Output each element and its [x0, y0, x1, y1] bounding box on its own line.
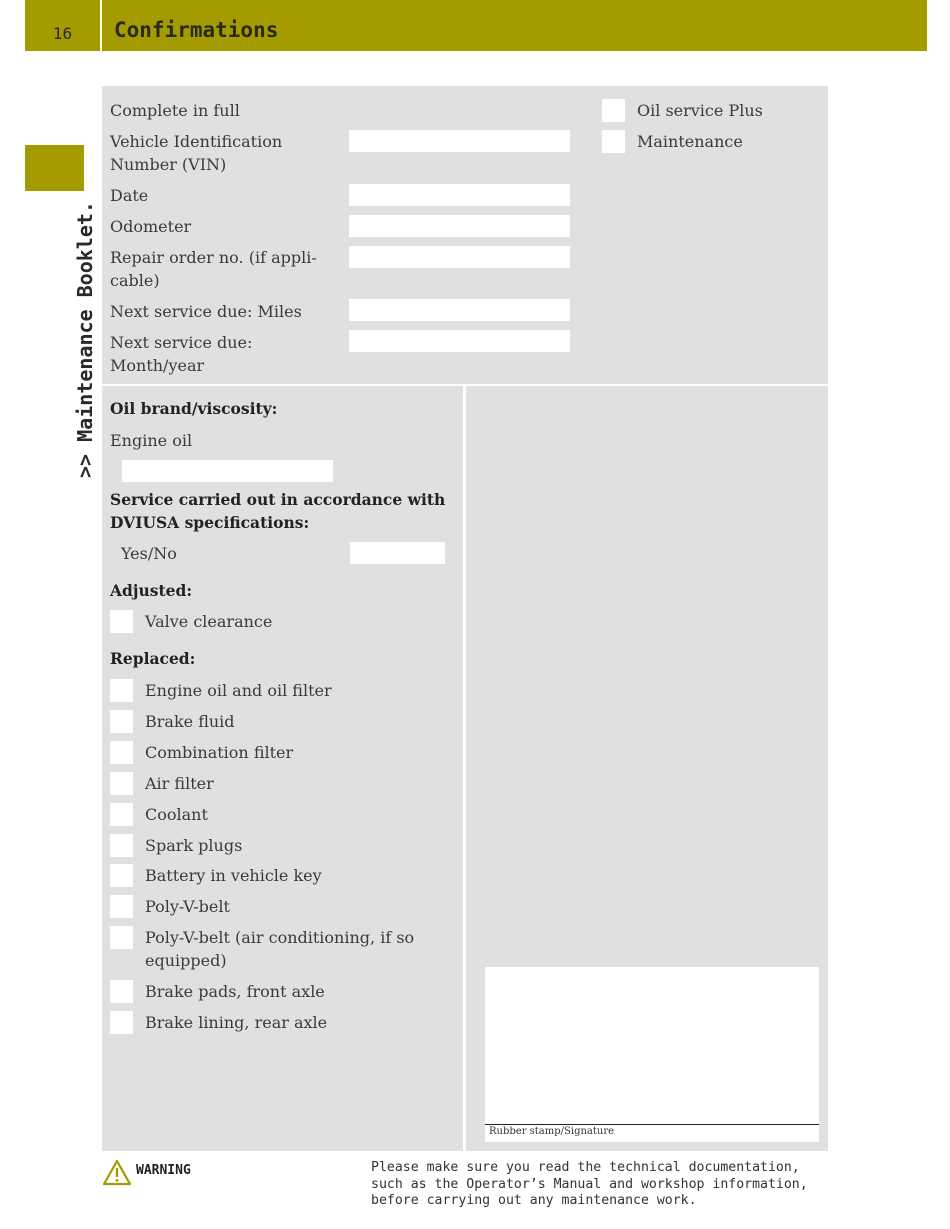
replaced-checkbox[interactable] [110, 679, 133, 702]
odometer-label: Odometer [110, 217, 192, 236]
next-service-miles-label: Next service due: Miles [110, 302, 302, 321]
valve-clearance-label: Valve clearance [145, 612, 273, 631]
next-service-miles-field[interactable] [349, 299, 570, 321]
replaced-checkbox[interactable] [110, 710, 133, 733]
replaced-checkbox[interactable] [110, 834, 133, 857]
replaced-item-label: Brake fluid [145, 712, 235, 731]
page-title: Confirmations [114, 18, 279, 42]
side-section-label: >> Maintenance Booklet. [73, 201, 97, 478]
vin-label: Vehicle Identification Number (VIN) [110, 132, 283, 174]
maintenance-checkbox[interactable] [602, 130, 625, 153]
specifications-heading: Service carried out in accordance with DVIUSA specifications: [110, 490, 446, 532]
replaced-item-label: Poly-V-belt (air conditioning, if so equipped) [145, 928, 415, 970]
stamp-signature-area[interactable] [485, 967, 819, 1142]
repair-order-field[interactable] [349, 246, 570, 268]
complete-in-full-label: Complete in full [110, 101, 240, 120]
date-label: Date [110, 186, 149, 205]
page-number: 16 [52, 24, 73, 43]
replaced-checkbox[interactable] [110, 772, 133, 795]
date-field[interactable] [349, 184, 570, 206]
header-bar [25, 0, 927, 51]
replaced-item-label: Air filter [145, 774, 214, 793]
warning-text: Please make sure you read the technical documentation, such as the Operator’s Manual and workshop information, before carrying out any maintenance work. [371, 1160, 808, 1208]
engine-oil-field[interactable] [122, 460, 333, 482]
valve-clearance-checkbox[interactable] [110, 610, 133, 633]
replaced-item-label: Poly-V-belt [145, 897, 230, 916]
replaced-checkbox[interactable] [110, 803, 133, 826]
replaced-item-label: Spark plugs [145, 836, 243, 855]
oil-brand-heading: Oil brand/viscosity: [110, 399, 278, 418]
oil-service-plus-checkbox[interactable] [602, 99, 625, 122]
adjusted-heading: Adjusted: [110, 581, 193, 600]
replaced-checkbox[interactable] [110, 980, 133, 1003]
signature-line [485, 1124, 819, 1125]
yes-no-label: Yes/No [121, 544, 177, 563]
maintenance-label: Maintenance [637, 132, 743, 151]
stamp-caption: Rubber stamp/Signature [489, 1126, 615, 1137]
header-divider [100, 0, 102, 51]
engine-oil-label: Engine oil [110, 431, 193, 450]
replaced-heading: Replaced: [110, 649, 196, 668]
yes-no-field[interactable] [350, 542, 445, 564]
warning-title: WARNING [136, 1163, 191, 1178]
replaced-item-label: Combination filter [145, 743, 294, 762]
replaced-checkbox[interactable] [110, 1011, 133, 1034]
replaced-item-label: Battery in vehicle key [145, 866, 322, 885]
replaced-item-label: Engine oil and oil filter [145, 681, 332, 700]
replaced-item-label: Coolant [145, 805, 208, 824]
oil-service-plus-label: Oil service Plus [637, 101, 763, 120]
odometer-field[interactable] [349, 215, 570, 237]
warning-icon [102, 1159, 132, 1186]
replaced-checkbox[interactable] [110, 926, 133, 949]
replaced-checkbox[interactable] [110, 864, 133, 887]
replaced-checkbox[interactable] [110, 895, 133, 918]
side-tab-marker [25, 145, 84, 191]
repair-order-label: Repair order no. (if appli-cable) [110, 248, 317, 290]
vin-field[interactable] [349, 130, 570, 152]
next-service-month-label: Next service due: Month/year [110, 333, 253, 375]
replaced-item-label: Brake pads, front axle [145, 982, 325, 1001]
replaced-checkbox[interactable] [110, 741, 133, 764]
next-service-month-field[interactable] [349, 330, 570, 352]
replaced-item-label: Brake lining, rear axle [145, 1013, 328, 1032]
